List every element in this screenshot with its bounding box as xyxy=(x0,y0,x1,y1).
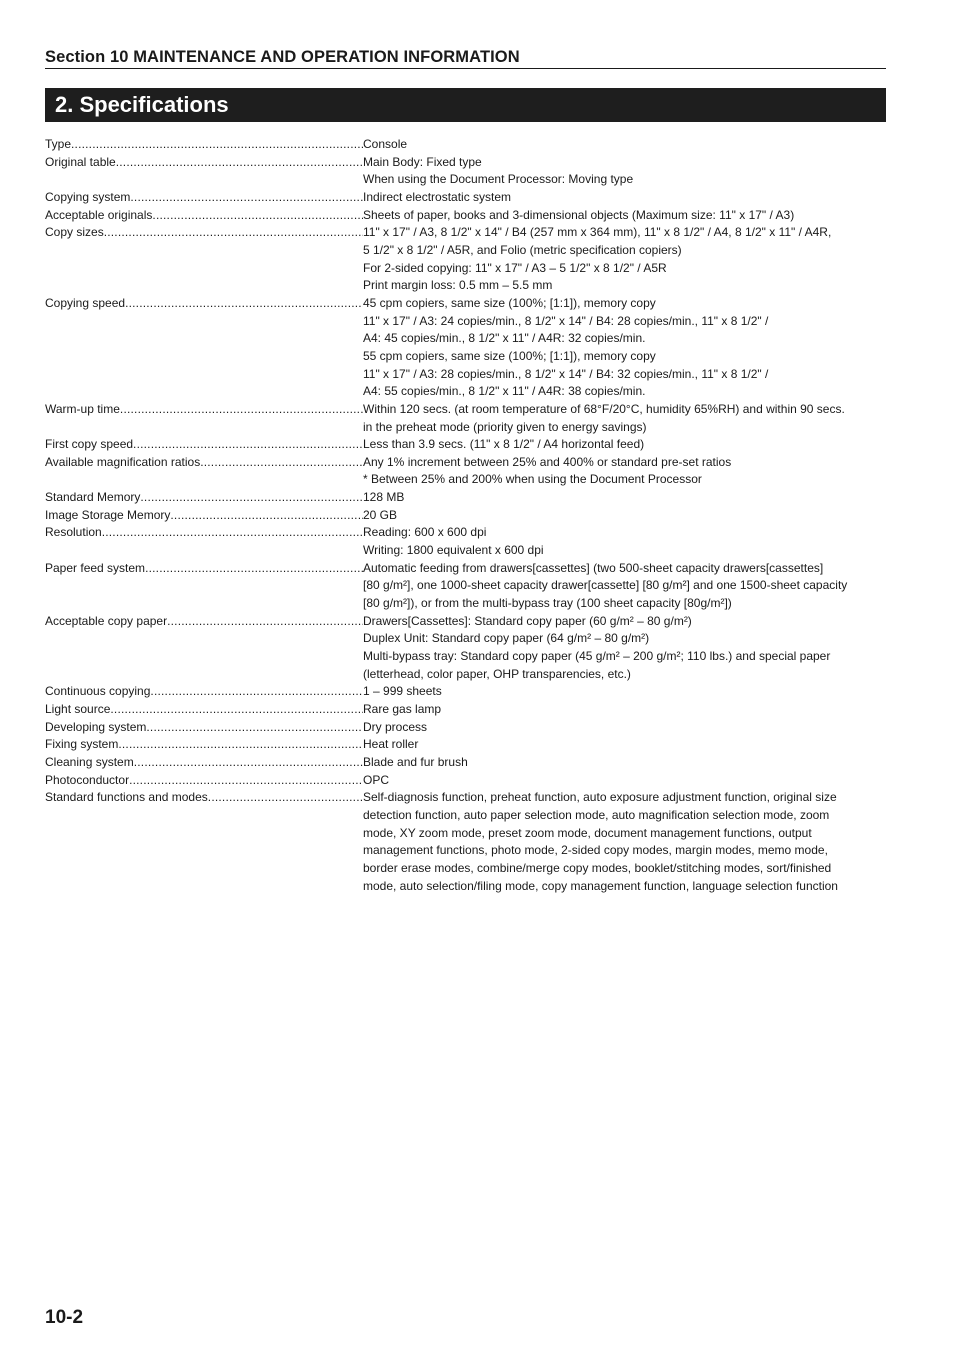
spec-value-line: (letterhead, color paper, OHP transparencies, etc.) xyxy=(363,666,631,681)
specifications-list xyxy=(45,136,890,895)
spec-row xyxy=(45,507,890,525)
dot-leader xyxy=(120,401,363,436)
spec-row xyxy=(45,683,890,701)
spec-value-line: [80 g/m²]), or from the multi-bypass tray (100 sheet capacity [80g/m²]) xyxy=(363,596,732,611)
spec-label-text: Photoconductor xyxy=(45,772,130,787)
spec-label xyxy=(45,189,363,207)
spec-label xyxy=(45,772,363,790)
spec-label-text: Light source xyxy=(45,702,111,716)
dot-leader xyxy=(110,701,363,719)
spec-row xyxy=(45,454,890,489)
spec-label-text: Copying system xyxy=(45,189,131,204)
spec-value xyxy=(363,189,890,207)
spec-label xyxy=(45,560,363,613)
spec-value xyxy=(363,772,890,790)
spec-row xyxy=(45,295,890,401)
spec-row xyxy=(45,613,890,684)
spec-value-line: * Between 25% and 200% when using the Document Processor xyxy=(363,472,702,487)
spec-row xyxy=(45,224,890,295)
dot-leader xyxy=(71,136,363,154)
spec-label-text: Paper feed system xyxy=(45,560,146,575)
page-number: 10-2 xyxy=(45,1307,84,1328)
spec-value xyxy=(363,701,890,719)
spec-value-line: Less than 3.9 secs. (11" x 8 1/2" / A4 horizontal feed) xyxy=(363,437,645,452)
spec-label xyxy=(45,207,363,225)
spec-value xyxy=(363,719,890,737)
spec-label xyxy=(45,436,363,454)
dot-leader xyxy=(200,454,363,489)
spec-row xyxy=(45,489,890,507)
spec-label xyxy=(45,401,363,436)
spec-row xyxy=(45,719,890,737)
spec-label xyxy=(45,489,363,507)
spec-value-line: 45 cpm copiers, same size (100%; [1:1]), memory copy xyxy=(363,295,656,310)
spec-value xyxy=(363,154,890,189)
spec-label xyxy=(45,789,363,895)
spec-value-line: Multi-bypass tray: Standard copy paper (45 g/m² – 200 g/m²; 110 lbs.) and special paper xyxy=(363,649,831,664)
spec-value xyxy=(363,524,890,559)
spec-value-line: Print margin loss: 0.5 mm – 5.5 mm xyxy=(363,278,553,293)
spec-row xyxy=(45,401,890,436)
spec-value-line: A4: 45 copies/min., 8 1/2" x 11" / A4R: 32 copies/min. xyxy=(363,331,646,346)
spec-label xyxy=(45,154,363,189)
dot-leader xyxy=(152,207,363,225)
spec-label xyxy=(45,754,363,772)
spec-value-line: 11" x 17" / A3: 28 copies/min., 8 1/2" x 14" / B4: 32 copies/min., 11" x 8 1/2" / xyxy=(363,366,769,381)
spec-value-line: When using the Document Processor: Moving type xyxy=(363,172,634,187)
spec-label-text: Resolution xyxy=(45,525,102,540)
dot-leader xyxy=(133,436,363,454)
spec-value-line: Automatic feeding from drawers[cassettes] (two 500-sheet capacity drawers[cassettes] xyxy=(363,560,824,575)
spec-label xyxy=(45,683,363,701)
spec-row xyxy=(45,560,890,613)
spec-value-line: 5 1/2" x 8 1/2" / A5R, and Folio (metric specification copiers) xyxy=(363,242,682,257)
page-title-bar xyxy=(45,88,886,122)
spec-value-line: Within 120 secs. (at room temperature of 68°F/20°C, humidity 65%RH) and within 90 secs. xyxy=(363,401,845,416)
spec-label-text: Standard Memory xyxy=(45,490,141,505)
spec-value-line: 20 GB xyxy=(363,507,398,522)
spec-value xyxy=(363,489,890,507)
section-title: Section 10 MAINTENANCE AND OPERATION INFORMATION xyxy=(45,48,520,66)
spec-row xyxy=(45,207,890,225)
dot-leader xyxy=(140,489,363,507)
spec-value-line: OPC xyxy=(363,772,390,787)
spec-value xyxy=(363,683,890,701)
spec-value-line: Writing: 1800 equivalent x 600 dpi xyxy=(363,543,544,558)
dot-leader xyxy=(145,560,363,613)
spec-label xyxy=(45,224,363,295)
spec-value xyxy=(363,613,890,684)
spec-label xyxy=(45,507,363,525)
spec-value xyxy=(363,136,890,154)
spec-label-text: Fixing system xyxy=(45,737,119,752)
spec-label-text: Acceptable copy paper xyxy=(45,613,168,628)
spec-value xyxy=(363,436,890,454)
dot-leader xyxy=(167,613,363,684)
spec-value xyxy=(363,789,890,895)
spec-value xyxy=(363,224,890,295)
spec-value-line: Any 1% increment between 25% and 400% or standard pre-set ratios xyxy=(363,454,732,469)
spec-value-line: border erase modes, combine/merge copy modes, booklet/stitching modes, sort/finished xyxy=(363,860,832,875)
spec-value-line: Self-diagnosis function, preheat function, auto exposure adjustment function, original size xyxy=(363,790,837,805)
dot-leader xyxy=(125,295,363,401)
spec-label-text: Available magnification ratios xyxy=(45,454,201,469)
spec-value xyxy=(363,507,890,525)
spec-value-line: Indirect electrostatic system xyxy=(363,189,512,204)
spec-value xyxy=(363,560,890,613)
spec-value-line: Sheets of paper, books and 3-dimensional objects (Maximum size: 11" x 17" / A3) xyxy=(363,207,795,222)
dot-leader xyxy=(129,772,363,790)
spec-row xyxy=(45,789,890,895)
spec-label-text: Acceptable originals xyxy=(45,207,153,222)
spec-label xyxy=(45,524,363,559)
spec-value-line: Rare gas lamp xyxy=(363,702,442,716)
dot-leader xyxy=(134,754,363,772)
spec-label xyxy=(45,719,363,737)
spec-value-line: Reading: 600 x 600 dpi xyxy=(363,525,487,540)
spec-label xyxy=(45,736,363,754)
spec-value xyxy=(363,736,890,754)
spec-label xyxy=(45,454,363,489)
spec-value xyxy=(363,454,890,489)
dot-leader xyxy=(102,524,363,559)
spec-row xyxy=(45,524,890,559)
spec-value-line: Heat roller xyxy=(363,737,419,752)
spec-value-line: 11" x 17" / A3: 24 copies/min., 8 1/2" x 14" / B4: 28 copies/min., 11" x 8 1/2" / xyxy=(363,313,769,328)
spec-label xyxy=(45,295,363,401)
spec-row xyxy=(45,736,890,754)
spec-value xyxy=(363,207,890,225)
dot-leader xyxy=(130,189,363,207)
spec-label-text: Cleaning system xyxy=(45,754,134,769)
spec-label xyxy=(45,701,363,719)
spec-value-line: Blade and fur brush xyxy=(363,754,468,769)
dot-leader xyxy=(104,224,363,295)
spec-value-line: A4: 55 copies/min., 8 1/2" x 11" / A4R: 38 copies/min. xyxy=(363,384,646,399)
spec-label-text: Warm-up time xyxy=(45,401,120,416)
dot-leader xyxy=(208,789,363,895)
spec-value-line: 128 MB xyxy=(363,490,405,505)
dot-leader xyxy=(116,154,363,189)
section-header xyxy=(45,47,886,69)
spec-row xyxy=(45,436,890,454)
spec-label-text: Copying speed xyxy=(45,295,126,310)
dot-leader xyxy=(150,683,363,701)
spec-value xyxy=(363,401,890,436)
spec-row xyxy=(45,772,890,790)
spec-value-line: [80 g/m²], one 1000-sheet capacity drawer[cassette] [80 g/m²] and one 1500-sheet capacity xyxy=(363,578,848,593)
spec-row xyxy=(45,136,890,154)
spec-label-text: First copy speed xyxy=(45,437,134,452)
spec-value-line: management functions, photo mode, 2-sided copy modes, margin modes, memo mode, xyxy=(363,843,828,858)
dot-leader xyxy=(146,719,363,737)
spec-label-text: Type xyxy=(45,137,72,151)
spec-value-line: in the preheat mode (priority given to energy savings) xyxy=(363,419,647,434)
spec-value-line: mode, XY zoom mode, preset zoom mode, document management functions, output xyxy=(363,825,812,840)
spec-value-line: 55 cpm copiers, same size (100%; [1:1]), memory copy xyxy=(363,348,656,363)
spec-label-text: Continuous copying xyxy=(45,684,151,699)
spec-label-text: Image Storage Memory xyxy=(45,507,171,522)
spec-value-line: 1 – 999 sheets xyxy=(363,684,442,699)
spec-value-line: 11" x 17" / A3, 8 1/2" x 14" / B4 (257 mm x 364 mm), 11" x 8 1/2" / A4, 8 1/2" x 11" / A4R, xyxy=(363,225,832,240)
spec-label xyxy=(45,613,363,684)
dot-leader xyxy=(170,507,363,525)
spec-value-line: For 2-sided copying: 11" x 17" / A3 – 5 1/2" x 8 1/2" / A5R xyxy=(363,260,667,275)
dot-leader xyxy=(118,736,363,754)
spec-value-line: Main Body: Fixed type xyxy=(363,154,482,169)
spec-value-line: mode, auto selection/filing mode, copy management function, language selection function xyxy=(363,878,838,893)
spec-value-line: Dry process xyxy=(363,719,428,734)
spec-value-line: detection function, auto paper selection mode, auto magnification selection mode, zoom xyxy=(363,807,830,822)
spec-value xyxy=(363,295,890,401)
spec-label-text: Standard functions and modes xyxy=(45,790,208,805)
page-title: 2. Specifications xyxy=(55,92,229,117)
spec-value-line: Drawers[Cassettes]: Standard copy paper (60 g/m² – 80 g/m²) xyxy=(363,613,692,628)
spec-value-line: Duplex Unit: Standard copy paper (64 g/m² – 80 g/m²) xyxy=(363,631,650,646)
spec-row xyxy=(45,154,890,189)
spec-value xyxy=(363,754,890,772)
spec-value-line: Console xyxy=(363,137,408,151)
spec-label xyxy=(45,136,363,154)
spec-row xyxy=(45,701,890,719)
spec-row xyxy=(45,754,890,772)
spec-label-text: Copy sizes xyxy=(45,225,104,240)
spec-row xyxy=(45,189,890,207)
spec-label-text: Developing system xyxy=(45,719,147,734)
spec-label-text: Original table xyxy=(45,154,116,169)
